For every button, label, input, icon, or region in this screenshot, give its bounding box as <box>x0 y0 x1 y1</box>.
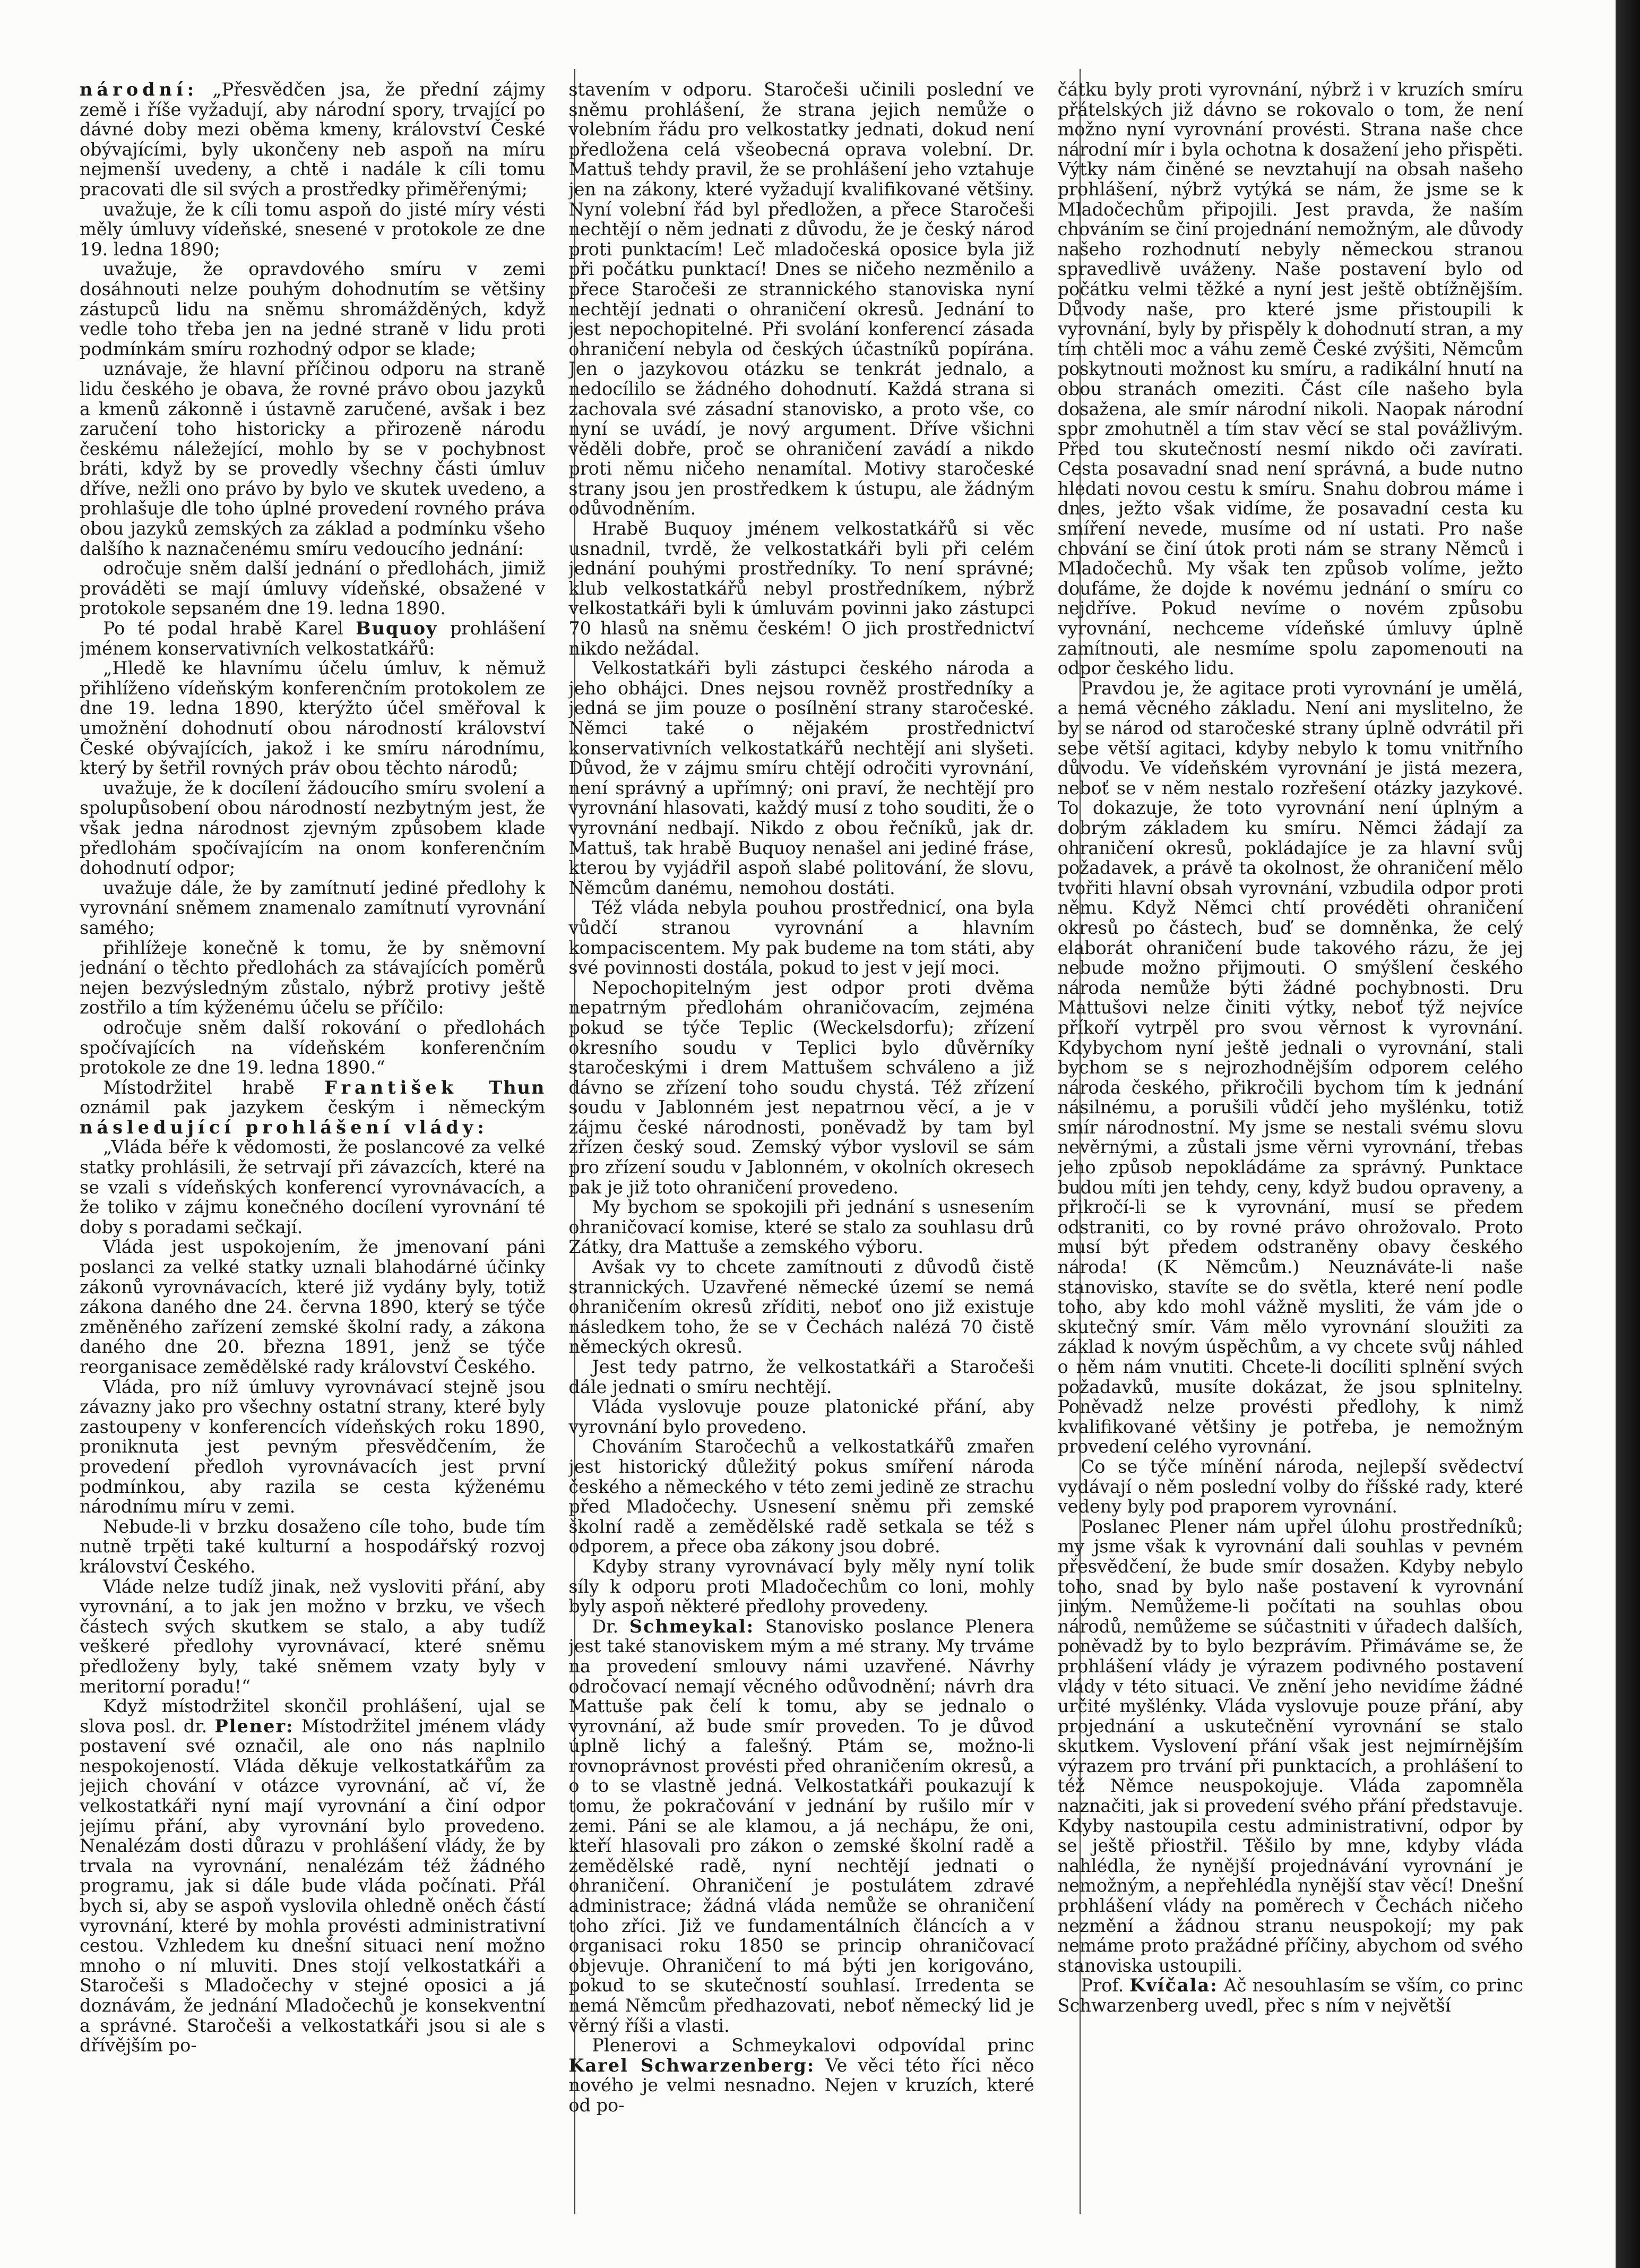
text-run: čátku byly proti vyrovnání, nýbrž i v kruzích smíru přátelských již dávno se rokovalo o tom, že není možno nyní vyrovnání provésti. Strana naše chce národní mír i byla ochotna k dosažení jeho přispěti. Výtky nám činěné se nevztahují na obsah našeho prohlášení, nýbrž vytýká se nám, že jsme se k Mladočechům připojili. Jest pravda, že naším chováním se činí projednání nemožným, ale důvody našeho rozhodnutí nebyly německou stranou spravedlivě uváženy. Naše postavení bylo od počátku velmi těžké a nyní jest ještě obtížnějším. Důvody naše, pro které jsme přistoupili k vyrovnání, byly by přispěly k dohodnutí stran, a my tím chtěli moc a váhu země České zvýšiti, Němcům poskytnouti možnost ku smíru, a radikální hnutí na obou stranách omeziti. Část cíle našeho byla dosažena, ale smír národní nikoli. Naopak národní spor zmohutněl a tím stav věcí se stal povážlivým. Před tou skutečností nesmí nikdo oči zavírati. Cesta posavadní snad není správná, a bude nutno hledati novou cestu k smíru. Snahu dobrou máme i dnes, ježto však vidíme, že posavadní cesta ku smíření nevede, musíme od ní ustati. Pro naše chování se činí útok proti nám se strany Němců i Mladočechů. My však ten způsob volíme, ježto doufáme, že dojde k novému jednání o smíru co nejdříve. Pokud nevíme o novém způsobu vyrovnání, nechceme vídeňské úmluvy úplně zamítnouti, ale nesmíme spolu zapomenouti na odpor českého lidu. <box>1057 80 1523 679</box>
text-run: Poslanec Plener nám upřel úlohu prostředníků; my jsme však k vyrovnání dali souhlas v pevném přesvědčení, že bude smír dosažen. Kdyby nebylo toho, snad by bylo naše postavení k vyrovnání jiným. Nemůžeme-li počítati na souhlas obou národů, nemůžeme se súčastniti v úřadech dalších, poněvadž by to bylo bezprávím. Přimáváme se, že prohlášení vlády je výrazem podivného postavení vlády v této situaci. Ve znění jeho nevidíme žádné určité myšlénky. Vláda vyslovuje pouze přání, aby projednání a uskutečnění vyrovnání se stalo skutkem. Vyslovení přání však jest nejmírnějším výrazem pro trvání při punktacích, a prohlášení to též Němce neuspokojuje. Vláda zapomněla naznačiti, jak si provedení svého přání představuje. Kdyby nastoupila cestu administrativní, odpor by se ještě přiostřil. Těšilo by mne, kdyby vláda nahlédla, že nynější projednávání vyrovnání je nemožným, a nepřehlédla nynější stav věcí! Dnešní prohlášení vlády na poměrech v Čechách ničeho nezmění a žádnou stranu neuspokojí; my pak nemáme proto pražádné příčiny, abychom od svého stanoviska ustoupili. <box>1057 1516 1523 1976</box>
paragraph <box>568 1437 1034 1557</box>
paragraph <box>568 898 1034 977</box>
paragraph <box>568 1397 1034 1437</box>
paragraph <box>568 80 1034 519</box>
paragraph <box>568 1257 1034 1357</box>
paragraph <box>568 2035 1034 2115</box>
paragraph <box>568 1357 1034 1397</box>
text-run: přihlížeje konečně k tomu, že by sněmovní jednání o těchto předlohách za stávajících poměrů nejen bezvýsledným zůstalo, nýbrž protivy ještě zostřilo a tím kýženému účelu se příčilo: <box>80 937 546 1018</box>
paragraph <box>1058 1517 1523 1976</box>
text-run: Velkostatkáři byli zástupci českého národa a jeho obhájci. Dnes nejsou rovněž prostředníky a jedná se jim pouze o posílnění strany staročeské. Němci také o nějakém prostřednictví konservativních velkostatkářů nechtějí ani slyšeti. Důvod, že v zájmu smíru chtějí odročiti vyrovnání, není správný a upřímný; oni praví, že nechtějí pro vyrovnání hlasovati, každý musí z toho souditi, že o vyrovnání nedbají. Nikdo z obou řečníků, jak dr. Mattuš, tak hrabě Buquoy nenašel ani jediné fráse, kterou by vyjádřil aspoň slabé politování, že slovu, Němcům danému, nemohou dostáti. <box>568 658 1034 898</box>
text-run: odročuje sněm další rokování o předlohách spočívajících na vídeňském konferenčním protokole ze dne 19. ledna 1890.“ <box>80 1017 546 1078</box>
text-run: Avšak vy to chcete zamítnouti z důvodů čistě strannických. Uzavřené německé území se nemá ohraničením okresů zříditi, neboť ono již existuje následkem toho, že se v Čechách nalézá 70 čistě německých okresů. <box>568 1257 1034 1358</box>
paragraph <box>80 878 545 938</box>
text-run: prohlášení jménem konservativních velkostatkářů: <box>80 618 546 659</box>
text-run: Plenerovi a Schmeykalovi odpovídal princ <box>592 2035 1034 2056</box>
text-run: Prof. <box>1081 1975 1130 1996</box>
paragraph <box>568 1557 1034 1617</box>
text-run: Ve věci této říci něco nového je velmi nesnadno. Nejen v kruzích, které od po- <box>568 2055 1034 2116</box>
paragraph <box>80 1137 545 1237</box>
paragraph <box>80 1078 545 1138</box>
text-run: Kdyby strany vyrovnávací byly měly nyní tolik síly k odporu proti Mladočechům co loni, mohly byly aspoň některé předlohy provedeny. <box>568 1556 1034 1617</box>
text-run: Schmeykal: <box>629 1616 755 1637</box>
paragraph <box>80 359 545 559</box>
text-run: stavením v odporu. Staročeši učinili poslední ve sněmu prohlášení, že strana jejich nemůže o volebním řádu pro velkostatky jednati, dokud není předložena celá všeobecná oprava volební. Dr. Mattuš tehdy pravil, že se prohlášení jeho vztahuje jen na zákony, které vyžadují kvalifikované většiny. Nyní volební řád byl předložen, a přece Staročeši nechtějí o něm jednati z důvodu, že je český národ proti punktacím! Leč mladočeská oposice byla již při počátku punktací! Dnes se ničeho nezměnilo a přece Staročeši ze strannického stanoviska nyní nechtějí jednati o ohraničení okresů. Jednání to jest nepochopitelné. Při svolání konferencí zásada ohraničení nebyla od českých účastníků popírána. Jen o jazykovou otázku se tenkrát jednalo, a nedocílilo se žádného dohodnutí. Každá strana si zachovala své zásadní stanovisko, a proto vše, co nyní se uvádí, je nový argument. Dříve všichni věděli dobře, proč se ohraničení zavádí a nikdo proti němu ničeho nenamítal. Motivy staročeské strany jsou jen prostředkem k ústupu, ale žádným odůvodněním. <box>568 80 1034 519</box>
text-run: Chováním Staročechů a velkostatkářů zmařen jest historický důležitý pokus smíření národa českého a německého v této zemi jedině ze strachu před Mladočechy. Usnesení sněmu při zemské školní radě a zemědělské radě setkala se též s odporem, a přece oba zákony jsou dobré. <box>568 1436 1034 1557</box>
text-run: Vláde nelze tudíž jinak, než vysloviti přání, aby vyrovnání, a to jak jen možno v brzku, ve všech částech svých skutkem se stalo, a aby tudíž veškeré předlohy vyrovnávací, které sněmu předloženy byly, také sněmem vzaty byly v meritorní poradu!“ <box>80 1576 546 1697</box>
paragraph <box>80 658 545 778</box>
paragraph <box>80 1577 545 1697</box>
paragraph <box>80 938 545 1018</box>
column-2 <box>568 80 1034 2203</box>
paragraph <box>80 1018 545 1078</box>
text-run: Dr. <box>592 1616 629 1637</box>
paragraph <box>1058 678 1523 1457</box>
paragraph <box>1058 1975 1523 2015</box>
paragraph <box>80 1377 545 1517</box>
text-run: „Hledě ke hlavnímu účelu úmluv, k němuž přihlíženo vídeňským konferenčním protokolem ze dne 19. ledna 1890, kterýžto účel směřoval k umožnění dohodnutí obou národností království České obývajících, jakož i ke smíru národnímu, který by šetřil rovných práv obou těchto národů; <box>80 658 546 779</box>
text-run: oznámil pak jazykem českým i německým <box>80 1097 546 1118</box>
paragraph <box>80 80 545 200</box>
text-run: Nepochopitelným jest odpor proti dvěma nepatrným předlohám ohraničovacím, zejména pokud se týče Teplic (Weckelsdorfu); zřízení okresního soudu v Teplici bylo důvěrníky staročeskými i drem Mattušem schváleno a již dávno se zřízení toho soudu chystá. Též zřízení soudu v Jablonném jest nepatrnou věcí, a je v zájmu české národnosti, poněvadž by tam byl zřízen český soud. Zemský výbor vyslovil se sám pro zřízení soudu v Jablonném, v okolních okresech pak je již toto ohraničení provedeno. <box>568 977 1034 1198</box>
text-run: Stanovisko poslance Plenera jest také stanoviskem mým a mé strany. My trváme na provedení smlouvy námi uzavřené. Návrhy odročovací nemají věcného odůvodnění; návrh dra Mattuše pak čelí k tomu, aby se jednalo o vyrovnání, až bude smír proveden. To je důvod úplně lichý a falešný. Ptám se, možno-li rovnoprávnost provésti před ohraničením okresů, a o to se vlastně jedná. Velkostatkáři poukazují k tomu, že pokračování v jednání by rušilo mír v zemi. Páni se ale klamou, a já nechápu, že oni, kteří hlasovali pro zákon o zemské školní radě a zemědělské radě, nyní nechtějí jednati o ohraničení. Ohraničení je postulátem zdravé administrace; žádná vláda nemůže se ohraničení toho zříci. Již ve fundamentálních článcích a v organisaci roku 1850 se princip ohraničovací objevuje. Ohraničení to má býti jen korigováno, pokud to se skutečností souhlasí. Irredenta se nemá Němcům předhazovati, neboť německý lid je věrný říši a vlasti. <box>568 1616 1034 2036</box>
paragraph <box>568 978 1034 1198</box>
text-run: Ač nesouhlasím se vším, co princ Schwarzenberg uvedl, přec s ním v největší <box>1057 1975 1523 2016</box>
text-run: Co se týče mínění národa, nejlepší svědectví vydávají o něm poslední volby do říšské rady, které vedeny byly pod praporem vyrovnání. <box>1057 1456 1523 1517</box>
text-run: uvažuje, že k cíli tomu aspoň do jisté míry vésti měly úmluvy vídeňské, snesené v protokole ze dne 19. ledna 1890; <box>80 199 546 260</box>
paragraph <box>80 1237 545 1377</box>
text-run: Thun <box>457 1077 546 1098</box>
paragraph <box>80 778 545 878</box>
text-run: následující prohlášení vlády: <box>80 1116 488 1138</box>
text-run: Karel Schwarzenberg: <box>568 2055 815 2076</box>
paragraph <box>80 618 545 658</box>
paragraph <box>80 259 545 359</box>
text-run: Když místodržitel skončil prohlášení, ujal se slova posl. dr. <box>80 1696 546 1737</box>
text-run: Nebude-li v brzku dosaženo cíle toho, bude tím nutně trpěti také kulturní a hospodářský rozvoj království Českého. <box>80 1516 546 1577</box>
paragraph <box>568 519 1034 658</box>
text-run: „Vláda béře k vědomosti, že poslancové za velké statky prohlásili, že setrvají při závazcích, které na se vzali s vídeňských konferencí vyrovnávacích, a že toliko v zájmu konečného docílení vyrovnání té doby s poradami sečkají. <box>80 1137 546 1238</box>
paragraph <box>1058 80 1523 678</box>
text-run: odročuje sněm další jednání o předlohách, jimiž prováděti se mají úmluvy vídeňské, obsažené v protokole sepsaném dne 19. ledna 1890. <box>80 558 546 619</box>
column-3 <box>1058 80 1523 2203</box>
text-run: Jest tedy patrno, že velkostatkáři a Staročeši dále jednati o smíru nechtějí. <box>568 1356 1034 1397</box>
paragraph <box>568 1197 1034 1257</box>
column-1 <box>80 80 545 2203</box>
paragraph <box>80 559 545 618</box>
text-run: Též vláda nebyla pouhou prostřednicí, ona byla vůdčí stranou vyrovnání a hlavním kompaciscentem. My pak budeme na tom státi, aby své povinnosti dostála, pokud to jest v její moci. <box>568 897 1034 978</box>
text-run: Plener: <box>214 1715 294 1737</box>
text-run: Vláda vyslovuje pouze platonické přání, aby vyrovnání bylo provedeno. <box>568 1396 1034 1437</box>
text-run: Kvíčala: <box>1129 1975 1218 1996</box>
columns <box>80 80 1523 2203</box>
text-run: národní: <box>80 80 198 100</box>
text-run: uvažuje dále, že by zamítnutí jediné předlohy k vyrovnání sněmem znamenalo zamítnutí vyrovnání samého; <box>80 877 546 938</box>
text-run: František <box>324 1077 458 1098</box>
text-run: Buquoy <box>356 618 438 639</box>
paragraph <box>80 1696 545 2056</box>
page-edge-shadow <box>1616 0 1640 2268</box>
paragraph <box>1058 1457 1523 1517</box>
text-run: uvažuje, že opravdového smíru v zemi dosáhnouti nelze pouhým dohodnutím se většiny zástupců lidu na sněmu shromážděných, když vedle toho třeba jen na jedné straně v lidu proti podmínkám smíru rozhodný odpor se klade; <box>80 259 546 359</box>
text-run: uvažuje, že k docílení žádoucího smíru svolení a spolupůsobení obou národností nezbytným jest, že však jedna národnost zjevným způsobem klade předlohám spočívajícím na onom konferenčním dohodnutí odpor; <box>80 777 546 879</box>
text-run: „Přesvědčen jsa, že přední zájmy země i říše vyžadují, aby národní spory, trvající po dávné doby mezi oběma kmeny, království České obývajícími, byly ukončeny neb aspoň na míru nejmenší uvedeny, a chtě i nadále k cíli tomu pracovati dle sil svých a prostředky přiměřenými; <box>80 80 546 200</box>
text-run: Vláda jest uspokojením, že jmenovaní páni poslanci za velké statky uznali blahodárné účinky zákonů vyrovnávacích, které již vydány byly, totiž zákona daného dne 24. června 1890, který se týče změněného zařízení zemské školní rady, a zákona daného dne 20. března 1891, jenž se týče reorganisace zemědělské rady království Českého. <box>80 1236 546 1377</box>
paragraph <box>80 200 545 260</box>
paragraph <box>568 1617 1034 2035</box>
text-run: uznávaje, že hlavní příčinou odporu na straně lidu českého je obava, že rovné právo obou jazyků a kmenů zákonně i ústavně zaručené, avšak i bez zaručení toho historicky a přirozeně národu českému náležející, mohlo by se v pochybnost bráti, když by se provedly všechny části úmluv dříve, nežli ono právo by bylo ve skutek uvedeno, a prohlašuje dle toho úplné provedení rovného práva obou jazyků zemských za základ a podmínku všeho dalšího k naznačenému smíru vedoucího jednání: <box>80 358 546 559</box>
paragraph <box>80 1517 545 1577</box>
paragraph <box>568 658 1034 898</box>
text-run: Pravdou je, že agitace proti vyrovnání je umělá, a nemá věcného základu. Není ani myslitelno, že by se národ od staročeské strany úplně odvrátil při sebe větší agitaci, kdyby nebylo k tomu vnitřního důvodu. Ve vídeňském vyrovnání je jistá mezera, neboť se v něm nestalo rozřešení otázky jazykové. To dokazuje, že toto vyrovnání není úplným a dobrým základem ku smíru. Němci žádají za ohraničení okresů, pokládajíce je za hlavní svůj požadavek, a právě ta okolnost, že ohraničení mělo tvořiti hlavní obsah vyrovnání, vzbudila odpor proti němu. Když Němci chtí provéděti ohraničení okresů po částech, buď se domněnka, že celý elaborát ohraničení bude takového rázu, že jej nebude možno přijmouti. O smýšlení českého národa nemůže býti žádné pochybnosti. Dru Mattušovi nelze činiti výtky, neboť týž nejvíce příkoří vytrpěl pro svou věrnost k vyrovnání. Kdybychom nyní ještě jednali o vyrovnání, stali bychom se s nejrozhodnějším odporem celého národa českého, přikročili bychom tím k jednání násilnému, a porušili vůdčí jeho myšlénku, totiž smír národnostní. My jsme se nestali svému slovu nevěrnými, a zůstali jsme věrni vyrovnání, třebas jeho způsob nepokládáme za správný. Punktace budou míti jen tehdy, ceny, když budou opraveny, a přikročí-li se k vyrovnání, musí se předem odstraniti, co by rovné právo ohrožovalo. Proto musí být předem odstraněny obavy českého národa! (K Němcům.) Neuznáváte-li naše stanovisko, stavíte se do světla, které není podle toho, aby kdo mohl vážně mysliti, že vám jde o skutečný smír. Vám mělo vyrovnání sloužiti za základ k novým úspěchům, a vy chcete svůj náhled o něm nám vnutiti. Chcete-li docíliti splnění svých požadavků, musíte dokázat, že jsou splnitelny. Poněvadž nelze provésti předlohy, k nimž kvalifikované většiny je potřeba, je nemožným provedení celého vyrovnání. <box>1057 677 1523 1457</box>
text-run: My bychom se spokojili při jednání s usnesením ohraničovací komise, které se stalo za souhlasu drů Zátky, dra Mattuše a zemského výboru. <box>568 1197 1034 1258</box>
text-run: Místodržitel hrabě <box>103 1077 325 1098</box>
text-run: Hrabě Buquoy jménem velkostatkářů si věc usnadnil, tvrdě, že velkostatkáři byli při celém jednání pouhými prostředníky. To není správné; klub velkostatkářů nebyl prostředníkem, nýbrž velkostatkáři byli k úmluvám povinni jako zástupci 70 hlasů na sněmu českém! O jich prostřednictví nikdo nežádal. <box>568 518 1034 659</box>
text-run: Místodržitel jménem vlády postavení své označil, ale ono nás naplnilo nespokojeností. Vláda děkuje velkostatkářům za jejich chování v otázce vyrovnání, ač ví, že velkostatkáři nyní mají vyrovnání a činí odpor jejímu přání, aby vyrovnání bylo provedeno. Nenalézám dosti důrazu v prohlášení vlády, že by trvala na vyrovnání, nenalézám též žádného programu, jak si dále bude vláda počínati. Přál bych si, aby se aspoň vyslovila ohledně oněch částí vyrovnání, které by mohla provésti administrativní cestou. Vzhledem ku dnešní situaci není možno mnoho o ní mluviti. Dnes stojí velkostatkáři a Staročeši s Mladočechy v stejné oposici a já doznávám, že jednání Mladočechů je konsekventní a správné. Staročeši a velkostatkáři jsou si ale s dřívějším po- <box>80 1715 546 2056</box>
text-run: Vláda, pro níž úmluvy vyrovnávací stejně jsou závazny jako pro všechny ostatní strany, které byly zastoupeny v konferencích vídeňských roku 1890, proniknuta jest pevným přesvědčením, že provedení předloh vyrovnávacích jest první podmínkou, aby razila se cesta kýženému národnímu míru v zemi. <box>80 1376 546 1517</box>
text-run: Po té podal hrabě Karel <box>103 618 356 639</box>
